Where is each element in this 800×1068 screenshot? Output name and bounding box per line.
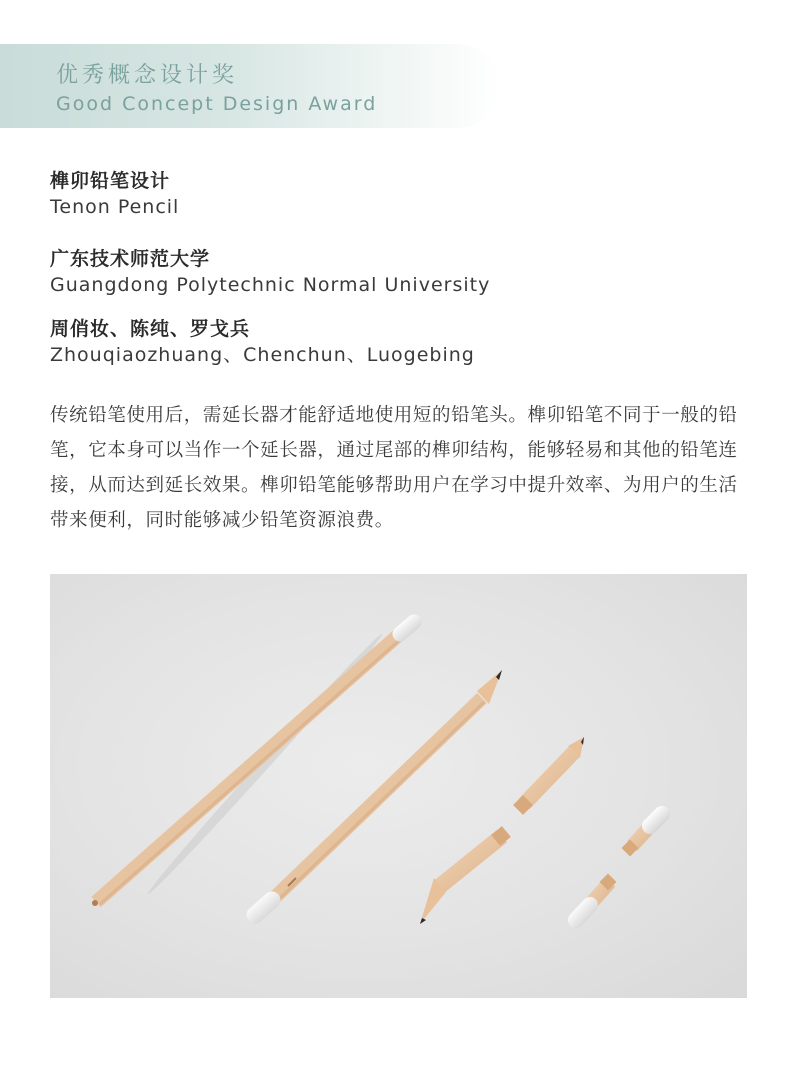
product-photo xyxy=(50,574,747,998)
award-title-en: Good Concept Design Award xyxy=(56,93,378,115)
authors-block xyxy=(50,316,475,368)
pencils-illustration xyxy=(50,574,747,998)
project-name-en: Tenon Pencil xyxy=(50,196,180,218)
short-pencil-top xyxy=(513,737,584,815)
project-block xyxy=(50,168,179,220)
eraser-stub-right xyxy=(622,814,662,856)
long-pencil xyxy=(92,622,414,906)
medium-pencil xyxy=(420,826,511,924)
sharpened-pencil xyxy=(255,670,502,915)
eraser-stub-bottom xyxy=(576,874,616,920)
project-name-cn: 榫卯铅笔设计 xyxy=(50,170,171,192)
authors-cn: 周俏妆、陈纯、罗戈兵 xyxy=(50,318,251,340)
school-block xyxy=(50,246,490,298)
school-name-cn: 广东技术师范大学 xyxy=(50,248,211,270)
award-title-cn: 优秀概念设计奖 xyxy=(56,63,239,88)
authors-en: Zhouqiaozhuang、Chenchun、Luogebing xyxy=(50,344,475,366)
school-name-en: Guangdong Polytechnic Normal University xyxy=(50,274,491,296)
project-description: 传统铅笔使用后，需延长器才能舒适地使用短的铅笔头。榫卯铅笔不同于一般的铅笔，它本身可以当作一个延长器，通过尾部的榫卯结构，能够轻易和其他的铅笔连接，从而达到延长效果。榫卯铅笔能够帮助用户在学习中提升效率、为用户的生活带来便利，同时能够减少铅笔资源浪费。 xyxy=(50,405,738,531)
